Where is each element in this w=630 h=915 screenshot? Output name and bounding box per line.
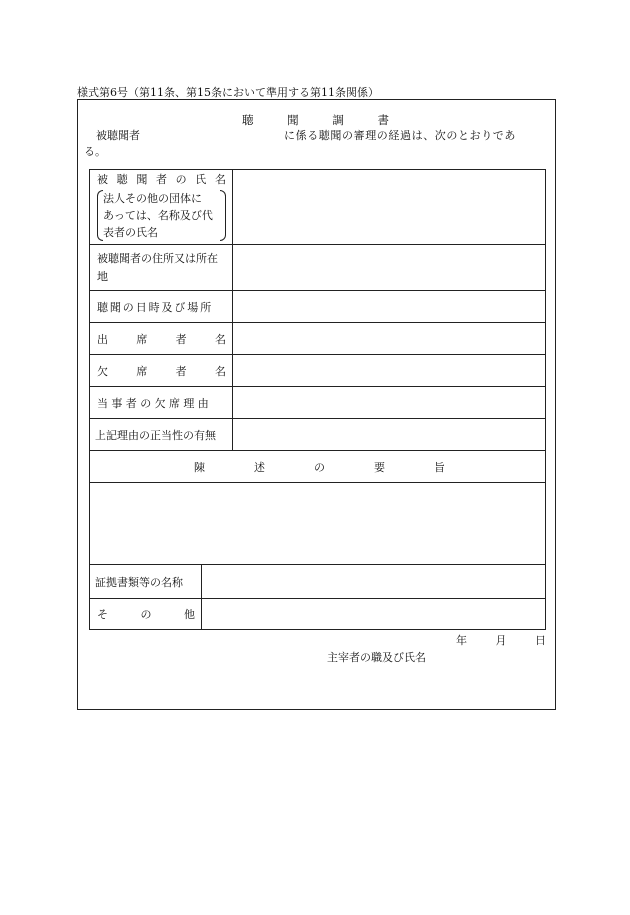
validity-field[interactable]: [233, 419, 546, 451]
attendees-label: 出 席 者 名: [90, 323, 233, 355]
row-attendees: [90, 323, 546, 355]
address-label: 被聴聞者の住所又は所在 地: [90, 245, 233, 291]
presider-label: 主宰者の職及び氏名: [327, 651, 426, 664]
statement-body-field[interactable]: [90, 483, 546, 565]
row-evidence: [90, 565, 546, 599]
other-field[interactable]: [202, 599, 546, 630]
form-number-label: 様式第6号（第11条、第15条において準用する第11条関係）: [77, 86, 379, 99]
row-datetime: [90, 291, 546, 323]
row-absence-reason: [90, 387, 546, 419]
document-title: [242, 112, 389, 128]
row-validity: [90, 419, 546, 451]
intro-subject: 被聴聞者: [96, 129, 140, 142]
title-char: 聞: [287, 113, 299, 127]
attendees-field[interactable]: [233, 323, 546, 355]
row-other: [90, 599, 546, 630]
absence-reason-label: 当事者の欠席理由: [90, 387, 233, 419]
intro-text: に係る聴聞の審理の経過は、次のとおりであ: [284, 129, 516, 142]
row-address: [90, 245, 546, 291]
row-statement-body: [90, 483, 546, 565]
datetime-field[interactable]: [233, 291, 546, 323]
datetime-label: 聴聞の日時及び場所: [90, 291, 233, 323]
absence-reason-field[interactable]: [233, 387, 546, 419]
respondent-name-label: 被 聴 聞 者 の 氏 名 法人その他の団体に あっては、名称及び代 表者の氏名: [90, 170, 233, 245]
respondent-name-field[interactable]: [233, 170, 546, 245]
title-char: 聴: [242, 113, 254, 127]
hearing-record-form: [77, 99, 556, 710]
date-line: 年 月 日: [456, 634, 546, 647]
row-absentees: [90, 355, 546, 387]
absentees-label: 欠 席 者 名: [90, 355, 233, 387]
absentees-field[interactable]: [233, 355, 546, 387]
validity-label: 上記理由の正当性の有無: [90, 419, 233, 451]
hearing-table: [89, 169, 546, 630]
evidence-field[interactable]: [202, 565, 546, 599]
statement-heading: 陳 述 の 要 旨: [90, 451, 546, 483]
corporation-note: 法人その他の団体に あっては、名称及び代 表者の氏名: [97, 190, 226, 241]
other-label: そ の 他: [90, 599, 202, 630]
evidence-label: 証拠書類等の名称: [90, 565, 202, 599]
intro-end: る。: [84, 145, 106, 158]
row-respondent-name: [90, 170, 546, 245]
title-char: 調: [332, 113, 344, 127]
row-statement-heading: [90, 451, 546, 483]
address-field[interactable]: [233, 245, 546, 291]
title-char: 書: [377, 113, 389, 127]
